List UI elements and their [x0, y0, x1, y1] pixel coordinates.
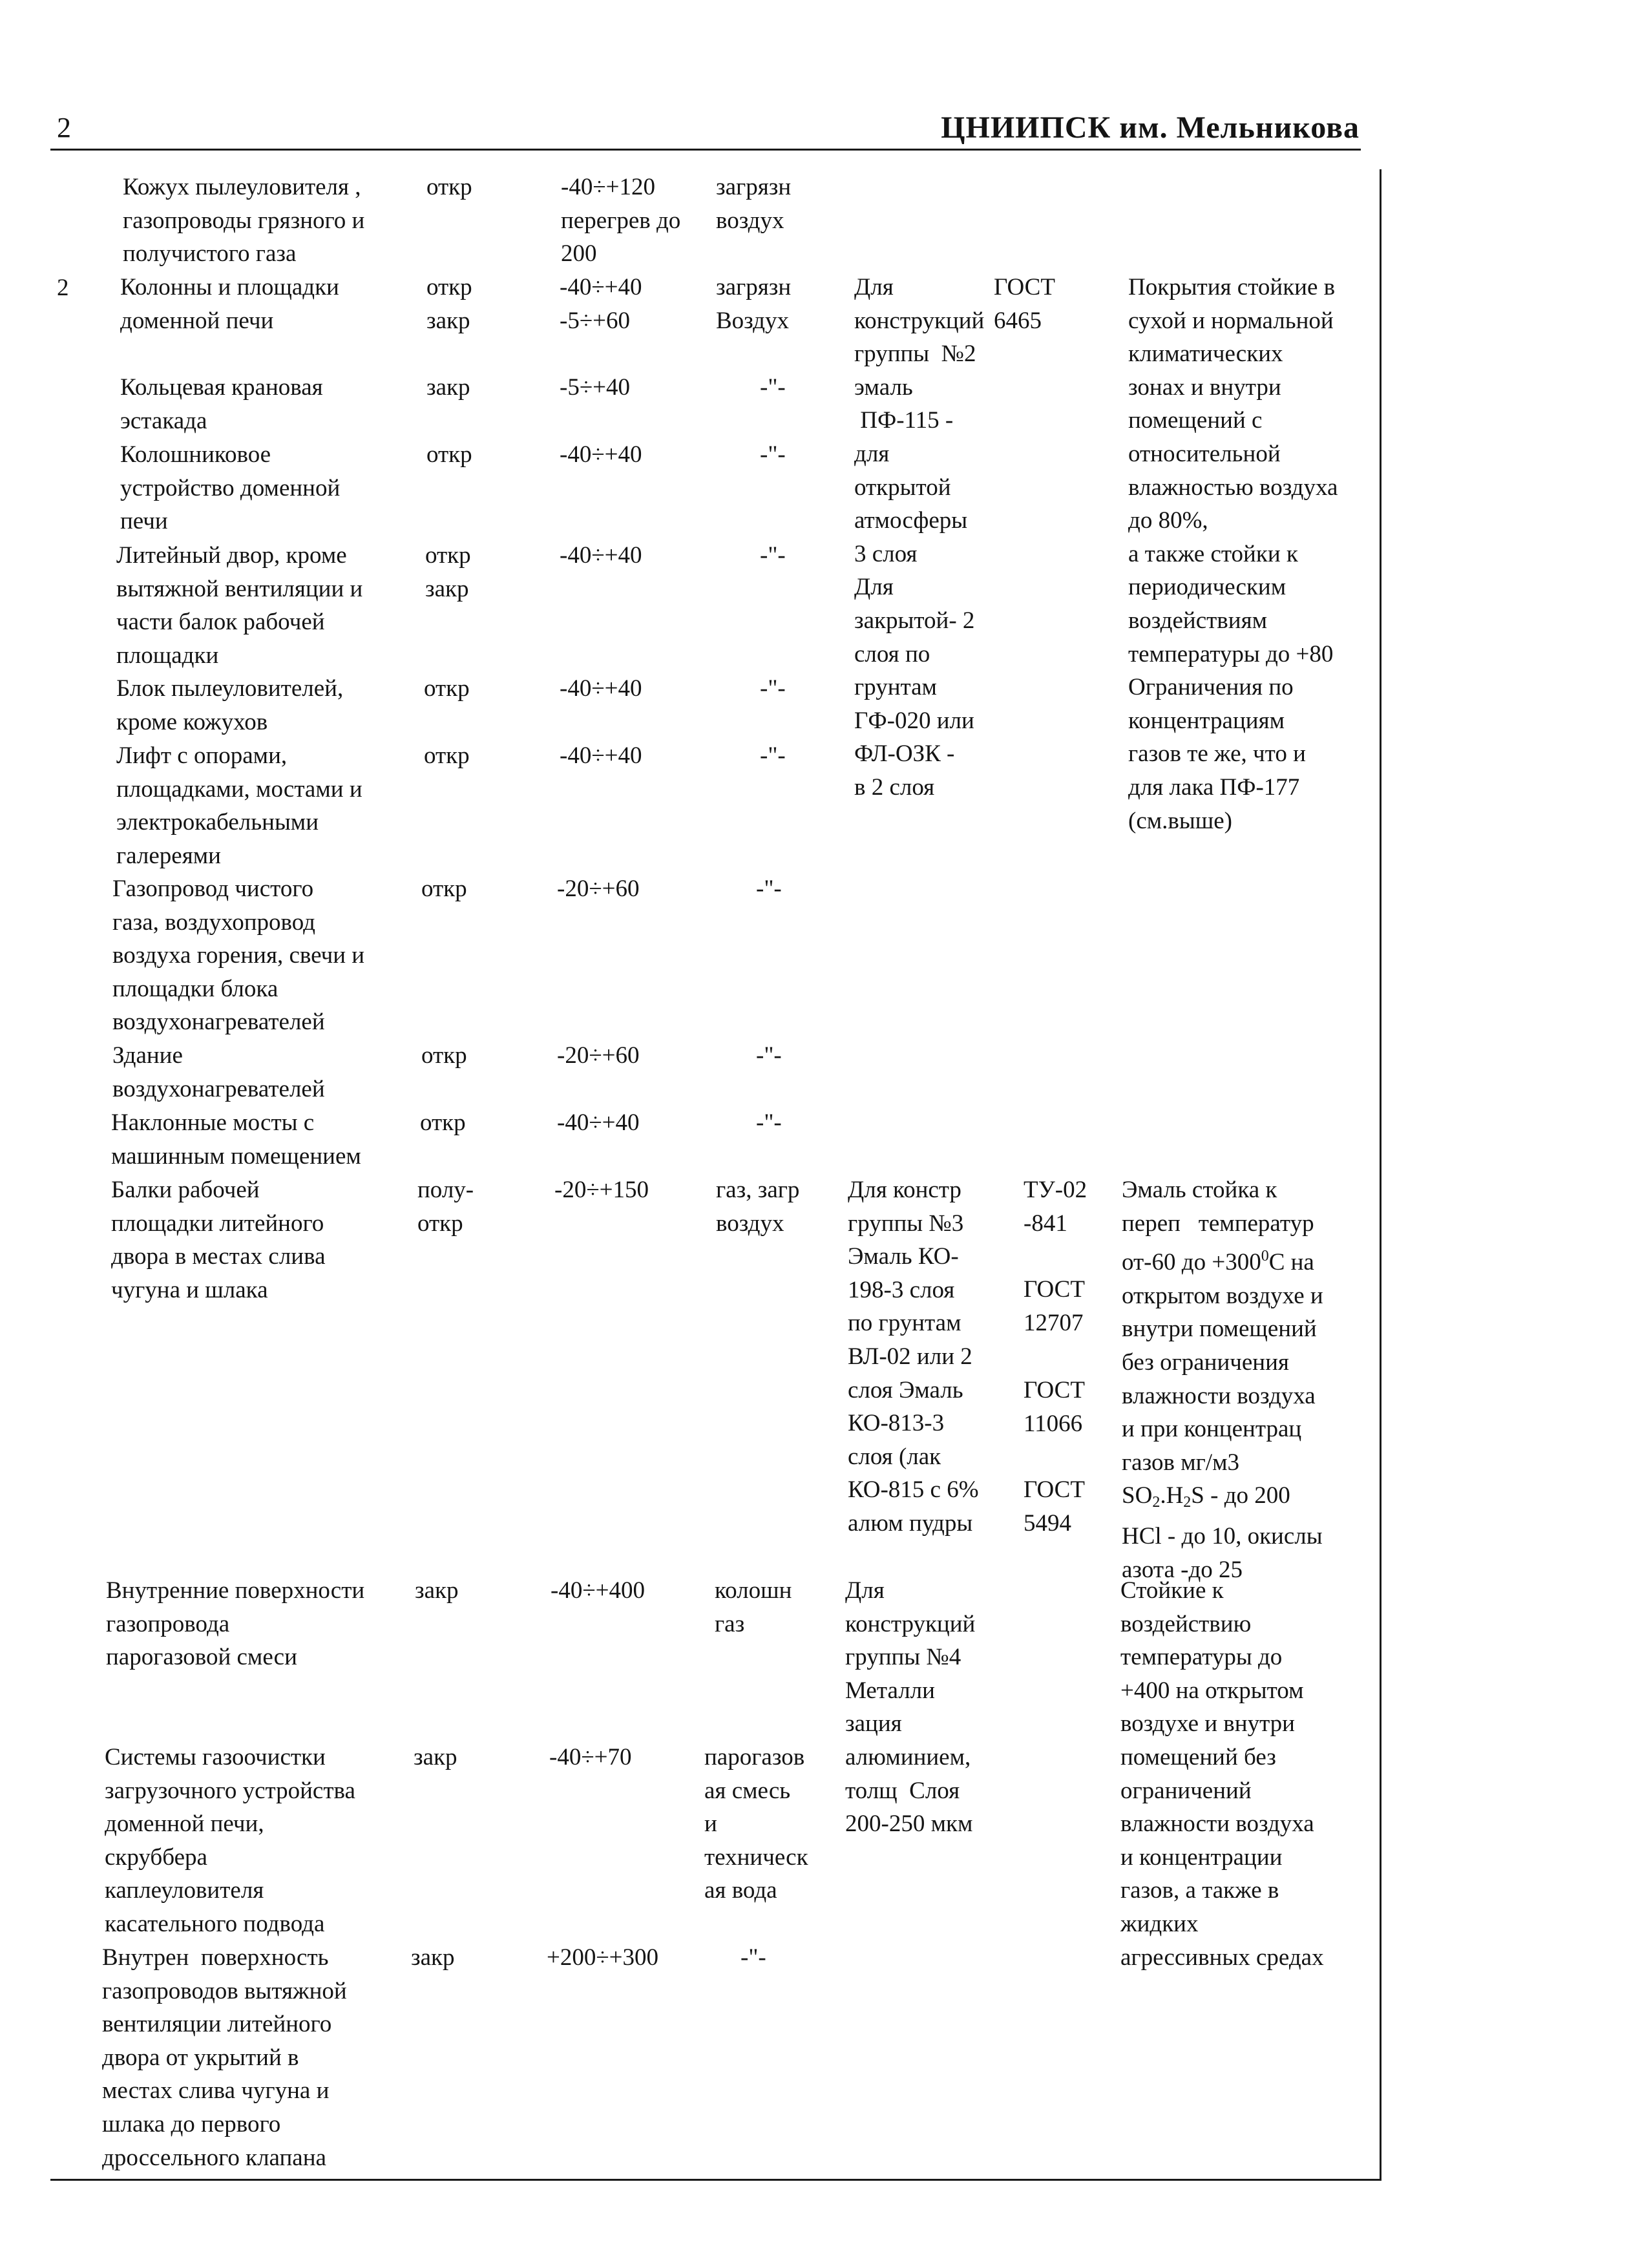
item-cell: Наклонные мосты с машинным помещением: [111, 1109, 361, 1170]
medium-cell: колошн газ: [715, 1577, 792, 1637]
temp-cell: -40÷+40: [560, 441, 642, 468]
temp-cell: -20÷+150: [554, 1177, 649, 1203]
item-cell: Колонны и площадки доменной печи: [120, 274, 339, 334]
exposure-cell: откр: [420, 1109, 466, 1136]
properties-cell: Эмаль стойка к переп температур от-60 до $+300^0С$ на открытом воздухе и внутри помещений без ограничения влажности воздуха и при концентрац газов мг/м3 $SO_2.H_2S$ - до 200 HCl - до 10, окислы азота -до 25: [1122, 1177, 1323, 1583]
standard-cell: ГОСТ 11066: [1024, 1377, 1085, 1437]
properties-cell: Покрытия стойкие в сухой и нормальной климатических зонах и внутри помещений с относительной влажностью воздуха до 80%, а также стойки к периодическим воздействиям температуры до +80 Ограничения по концентрациям газов те же, что и для лака ПФ-177 (см.выше): [1128, 274, 1338, 834]
item-cell: Колошниковое устройство доменной печи: [120, 441, 341, 535]
temp-cell: -40÷+400: [551, 1577, 645, 1604]
medium-cell: -"-: [756, 876, 782, 902]
temp-cell: +200÷+300: [547, 1944, 659, 1971]
temp-cell: -20÷+60: [557, 1042, 640, 1069]
properties-cell: Стойкие к воздействию температуры до +400 на открытом воздухе и внутри помещений без ограничений влажности воздуха и концентрации газов, а также в жидких агрессивных средах: [1120, 1577, 1324, 1971]
temp-cell: -40÷+120 перегрев до 200: [561, 174, 681, 268]
standard-cell: ГОСТ 6465: [994, 274, 1055, 334]
temp-cell: -40÷+70: [549, 1744, 632, 1770]
item-cell: Литейный двор, кроме вытяжной вентиляции и части балок рабочей площадки: [116, 542, 363, 669]
item-cell: Лифт с опорами, площадками, мостами и электрокабельными галереями: [116, 742, 362, 869]
exposure-cell: откр: [421, 1042, 467, 1069]
medium-cell: -"-: [760, 542, 786, 569]
medium-cell: загрязн воздух: [716, 174, 792, 234]
medium-cell: газ, загр воздух: [716, 1177, 800, 1237]
exposure-cell: полу- откр: [417, 1177, 474, 1237]
exposure-cell: откр закр: [425, 542, 471, 602]
item-cell: Внутренние поверхности газопровода парогазовой смеси: [106, 1577, 365, 1671]
header-rule: [50, 149, 1361, 151]
exposure-cell: откр: [426, 174, 472, 200]
temp-cell: -5÷+40: [560, 374, 630, 401]
item-cell: Газопровод чистого газа, воздухопровод воздуха горения, свечи и площадки блока воздухонагревателей: [112, 876, 365, 1036]
exposure-cell: откр закр: [426, 274, 472, 334]
medium-cell: загрязн Воздух: [716, 274, 792, 334]
medium-cell: -"-: [756, 1042, 782, 1069]
page-number: 2: [57, 112, 71, 143]
standard-cell: ГОСТ 12707: [1024, 1276, 1085, 1336]
temp-cell: -40÷+40 -5÷+60: [560, 274, 642, 334]
temp-cell: -20÷+60: [557, 876, 640, 902]
medium-cell: парогазов ая смесь и техническ ая вода: [704, 1744, 808, 1904]
coating-cell: Для констр группы №3 Эмаль КО- 198-3 слоя по грунтам ВЛ-02 или 2 слоя Эмаль КО-813-3 слоя (лак КО-815 с 6% алюм пудры: [848, 1177, 979, 1537]
medium-cell: -"-: [760, 374, 786, 401]
exposure-cell: откр: [424, 675, 470, 702]
coating-cell: Для конструкций группы №4 Металли зация алюминием, толщ Слоя 200-250 мкм: [845, 1577, 976, 1838]
medium-cell: -"-: [760, 675, 786, 702]
medium-cell: -"-: [760, 441, 786, 468]
organization-header: ЦНИИПСК им. Мельникова: [941, 110, 1360, 145]
exposure-cell: откр: [421, 876, 467, 902]
right-border: [1380, 169, 1381, 2180]
item-cell: Внутрен поверхность газопроводов вытяжной вентиляции литейного двора от укрытий в местах слива чугуна и шлака до первого дроссельного клапана: [102, 1944, 347, 2171]
coating-cell: Для конструкций группы №2 эмаль ПФ-115 - для открытой атмосферы 3 слоя Для закрытой- 2 слоя по грунтам ГФ-020 или ФЛ-ОЗК - в 2 слоя: [854, 274, 985, 801]
bottom-rule: [50, 2179, 1381, 2181]
medium-cell: -"-: [740, 1944, 766, 1971]
item-cell: Балки рабочей площадки литейного двора в местах слива чугуна и шлака: [111, 1177, 326, 1303]
item-cell: Кольцевая крановая эстакада: [120, 374, 323, 434]
standard-cell: ГОСТ 5494: [1024, 1476, 1085, 1537]
temp-cell: -40÷+40: [560, 742, 642, 769]
temp-cell: -40÷+40: [560, 542, 642, 569]
standard-cell: ТУ-02 -841: [1024, 1177, 1087, 1237]
temp-cell: -40÷+40: [557, 1109, 640, 1136]
exposure-cell: откр: [424, 742, 470, 769]
exposure-cell: закр: [415, 1577, 459, 1604]
medium-cell: -"-: [756, 1109, 782, 1136]
item-cell: Кожух пылеуловителя , газопроводы грязного и получистого газа: [123, 174, 365, 268]
item-cell: Системы газоочистки загрузочного устройства доменной печи, скруббера каплеуловителя касательного подвода: [105, 1744, 355, 1937]
temp-cell: -40÷+40: [560, 675, 642, 702]
exposure-cell: закр: [414, 1744, 457, 1770]
medium-cell: -"-: [760, 742, 786, 769]
item-cell: Здание воздухонагревателей: [112, 1042, 325, 1102]
row-number: 2: [57, 275, 69, 301]
exposure-cell: откр: [426, 441, 472, 468]
exposure-cell: закр: [426, 374, 470, 401]
item-cell: Блок пылеуловителей, кроме кожухов: [116, 675, 344, 735]
exposure-cell: закр: [411, 1944, 455, 1971]
